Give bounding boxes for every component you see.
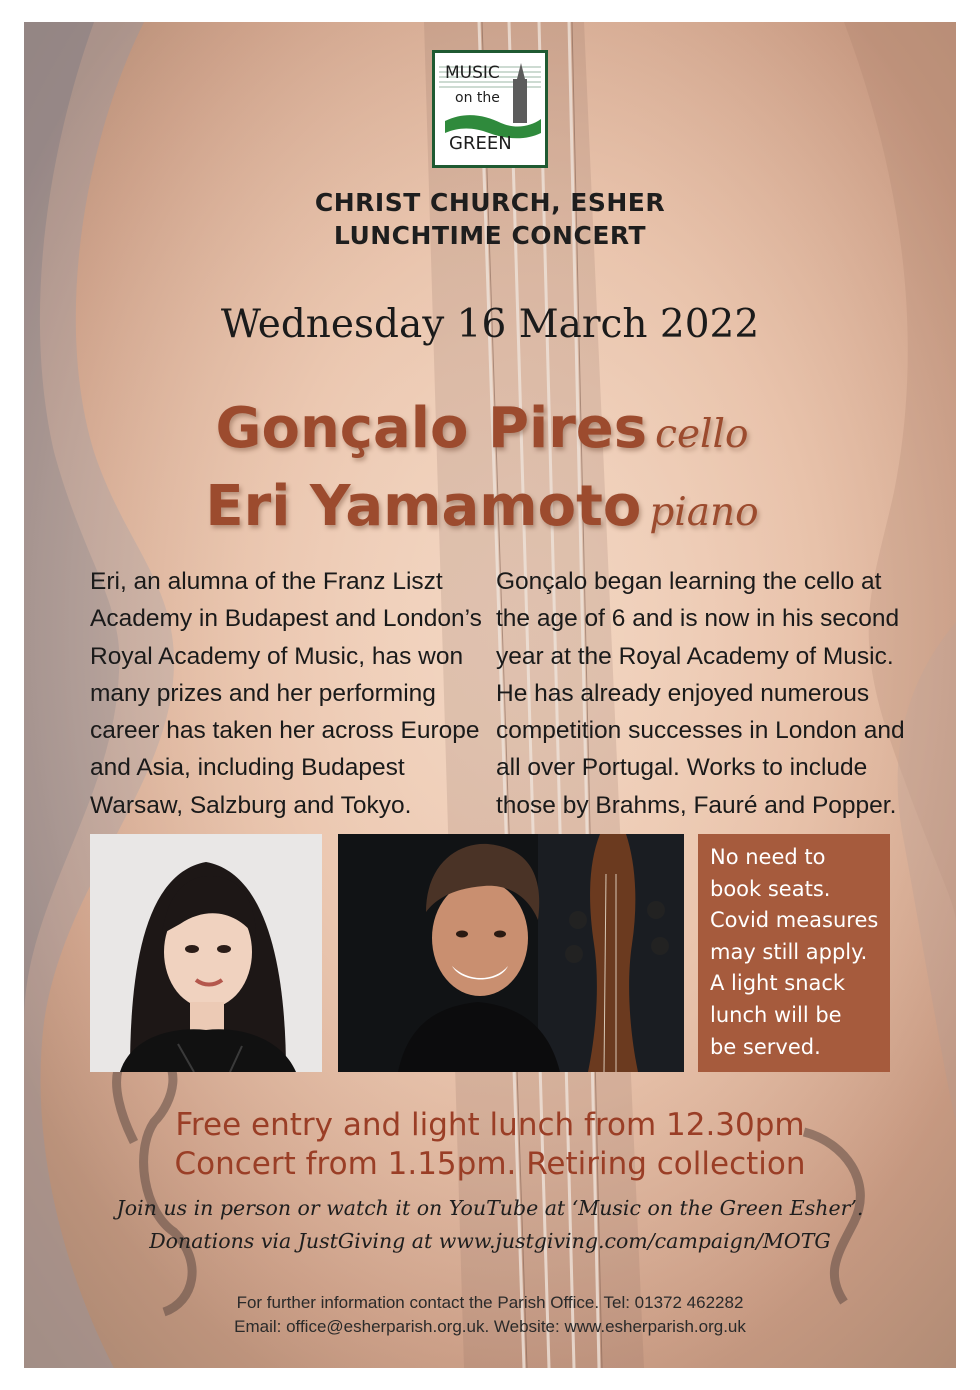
info-box-line: be served. — [710, 1034, 821, 1059]
concert-poster — [24, 22, 956, 1368]
info-box — [698, 834, 890, 1072]
bio-eri-line: Eri, an alumna of the Franz Liszt — [90, 568, 443, 595]
performer-1-instrument: cello — [655, 412, 749, 457]
bio-eri-line: many prizes and her performing — [90, 679, 436, 707]
bio-goncalo-line: competition successes in London and — [496, 717, 905, 745]
info-box-line: No need to — [710, 845, 826, 869]
info-box-line: Covid measures — [710, 908, 879, 933]
bio-goncalo-line: year at the Royal Academy of Music. — [496, 642, 894, 670]
bio-eri-line: Royal Academy of Music, has won — [90, 642, 464, 670]
bio-goncalo-line: all over Portugal. Works to include — [496, 754, 868, 782]
performer-2 — [24, 474, 948, 539]
stream-line-2: Donations via JustGiving at www.justgiving.com/campaign/MOTG — [149, 1229, 831, 1253]
contact-line-2: Email: office@esherparish.org.uk. Website: www.esherparish.org.uk — [234, 1317, 746, 1336]
logo-line-music: MUSIC — [445, 63, 500, 83]
performer-1 — [24, 396, 948, 461]
concert-date: Wednesday 16 March 2022 — [220, 302, 760, 347]
bio-goncalo — [496, 563, 905, 824]
bio-eri-line: Warsaw, Salzburg and Tokyo. — [90, 791, 412, 819]
entry-line-2: Concert from 1.15pm. Retiring collection — [174, 1146, 806, 1182]
bio-eri — [90, 563, 482, 824]
bio-goncalo-line: the age of 6 and is now in his second — [496, 605, 900, 633]
info-box-line: lunch will be — [710, 1002, 842, 1027]
bio-eri-line: and Asia, including Budapest — [90, 754, 405, 782]
info-box-line: may still apply. — [710, 939, 868, 964]
performer-2-instrument: piano — [649, 490, 759, 535]
performer-1-name: Gonçalo Pires — [215, 396, 648, 461]
logo-line-green: GREEN — [449, 133, 512, 154]
photo-goncalo-pires — [338, 834, 684, 1072]
entry-line-1: Free entry and light lunch from 12.30pm — [175, 1107, 805, 1143]
photo-eri-yamamoto — [90, 834, 322, 1072]
venue-line-2: LUNCHTIME CONCERT — [333, 221, 647, 250]
bio-goncalo-line: those by Brahms, Fauré and Popper. — [496, 791, 897, 819]
music-on-the-green-logo — [432, 50, 548, 168]
info-box-line: book seats. — [710, 876, 831, 901]
bio-goncalo-line: He has already enjoyed numerous — [496, 679, 870, 707]
bio-goncalo-line: Gonçalo began learning the cello at — [496, 568, 882, 595]
performer-2-name: Eri Yamamoto — [205, 474, 642, 539]
bio-eri-line: Academy in Budapest and London’s — [90, 605, 482, 633]
bio-eri-line: career has taken her across Europe — [90, 717, 480, 745]
venue-line-1: CHRIST CHURCH, ESHER — [314, 188, 666, 217]
info-box-line: A light snack — [710, 971, 846, 996]
logo-line-on-the: on the — [455, 90, 500, 106]
contact-line-1: For further information contact the Parish Office. Tel: 01372 462282 — [236, 1293, 744, 1312]
stream-line-1: Join us in person or watch it on YouTube at ‘Music on the Green Esher’. — [116, 1196, 864, 1220]
